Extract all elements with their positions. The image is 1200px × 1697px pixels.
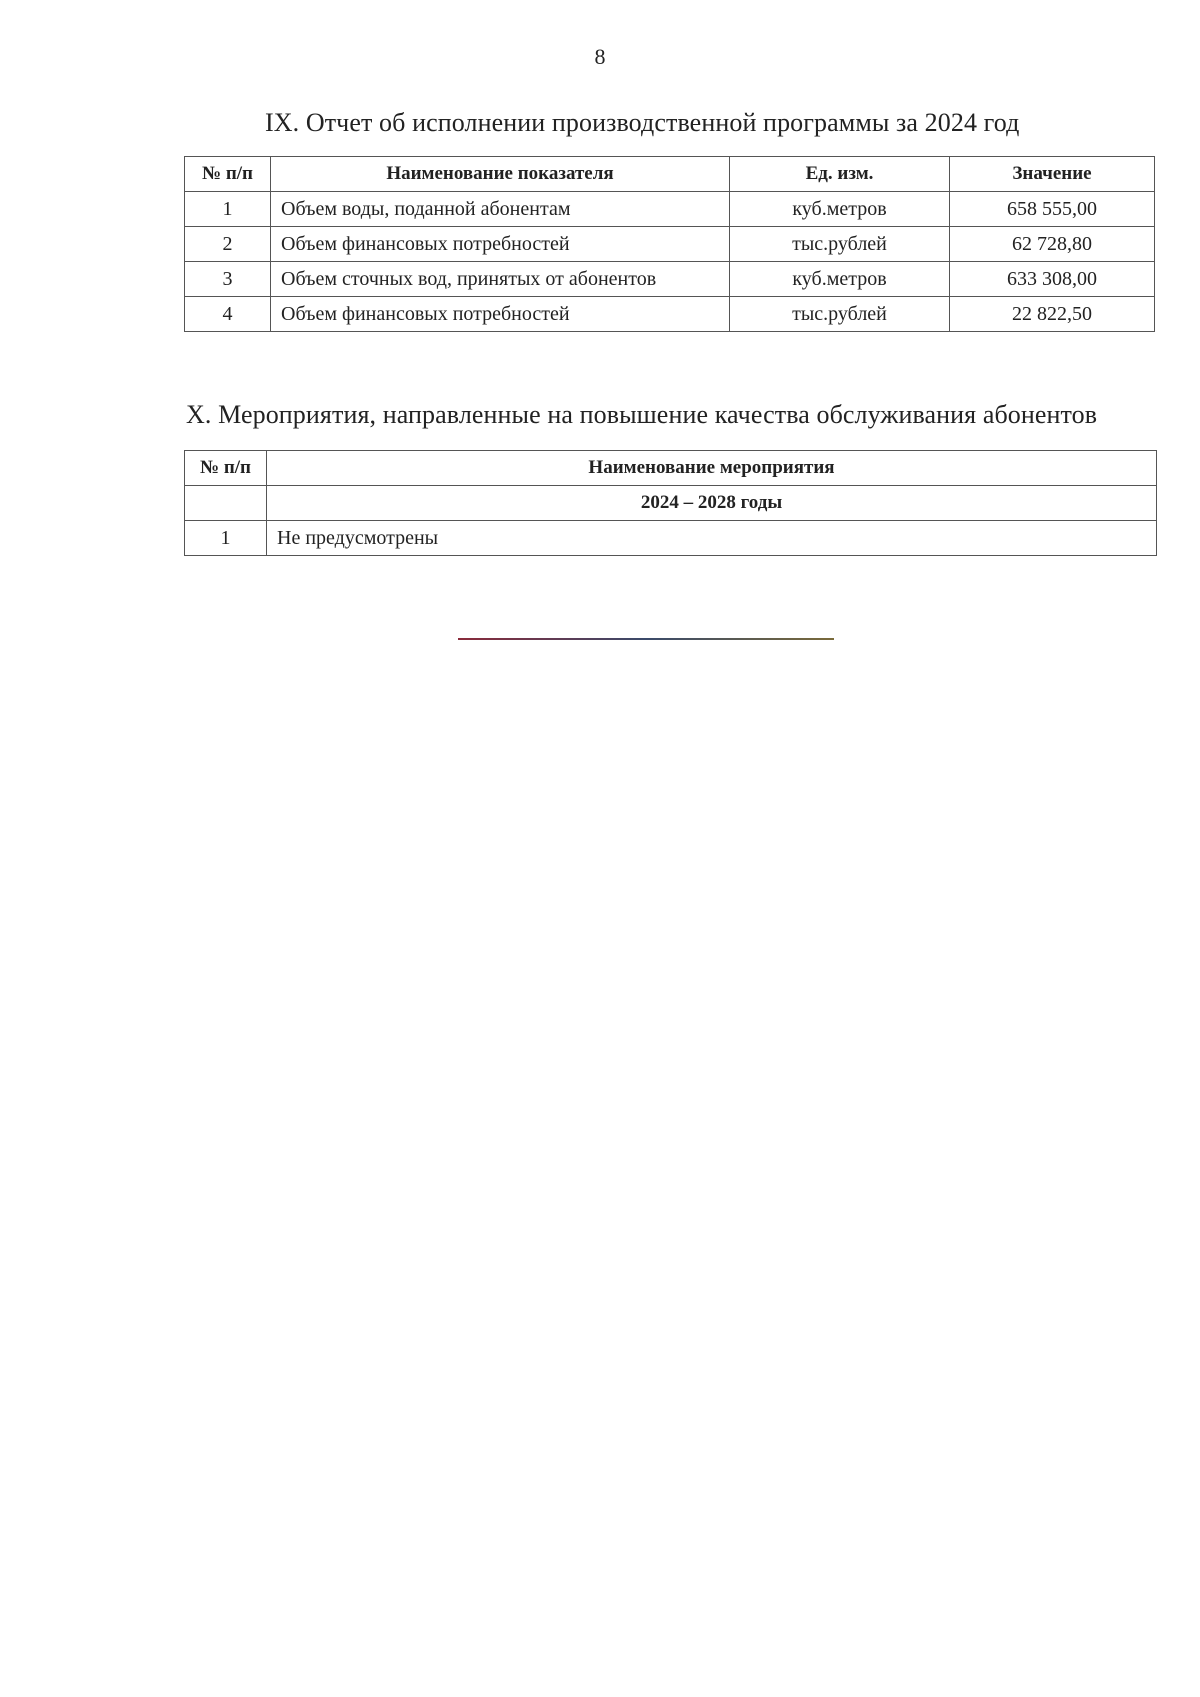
row-number: 4 xyxy=(185,297,271,332)
value: 62 728,80 xyxy=(950,227,1155,262)
value: 658 555,00 xyxy=(950,192,1155,227)
table-header-row xyxy=(185,451,1157,486)
production-program-report-table xyxy=(184,156,1155,332)
section-ix-title: IX. Отчет об исполнении производственной программы за 2024 год xyxy=(265,108,1020,137)
unit: тыс.рублей xyxy=(730,227,950,262)
page-number: 8 xyxy=(594,44,606,69)
row-number: 1 xyxy=(185,521,267,556)
table-row xyxy=(185,521,1157,556)
header-number: № п/п xyxy=(185,451,267,486)
value: 22 822,50 xyxy=(950,297,1155,332)
period-row xyxy=(185,486,1157,521)
row-number: 2 xyxy=(185,227,271,262)
row-number: 1 xyxy=(185,192,271,227)
value: 633 308,00 xyxy=(950,262,1155,297)
header-indicator-name: Наименование показателя xyxy=(271,157,730,192)
table-row xyxy=(185,262,1155,297)
header-measure-name: Наименование мероприятия xyxy=(267,451,1157,486)
period-label: 2024 – 2028 годы xyxy=(267,486,1157,521)
period-empty-cell xyxy=(185,486,267,521)
unit: куб.метров xyxy=(730,192,950,227)
table-header-row xyxy=(185,157,1155,192)
header-value: Значение xyxy=(950,157,1155,192)
service-quality-measures-table xyxy=(184,450,1157,556)
table-row xyxy=(185,192,1155,227)
indicator-name: Объем воды, поданной абонентам xyxy=(271,192,730,227)
end-divider xyxy=(458,638,834,640)
indicator-name: Объем финансовых потребностей xyxy=(271,297,730,332)
measure-name: Не предусмотрены xyxy=(267,521,1157,556)
row-number: 3 xyxy=(185,262,271,297)
header-number: № п/п xyxy=(185,157,271,192)
table-row xyxy=(185,227,1155,262)
section-x-title: X. Мероприятия, направленные на повышение качества обслуживания абонентов xyxy=(186,400,1098,429)
table-row xyxy=(185,297,1155,332)
unit: тыс.рублей xyxy=(730,297,950,332)
indicator-name: Объем сточных вод, принятых от абонентов xyxy=(271,262,730,297)
indicator-name: Объем финансовых потребностей xyxy=(271,227,730,262)
header-unit: Ед. изм. xyxy=(730,157,950,192)
unit: куб.метров xyxy=(730,262,950,297)
